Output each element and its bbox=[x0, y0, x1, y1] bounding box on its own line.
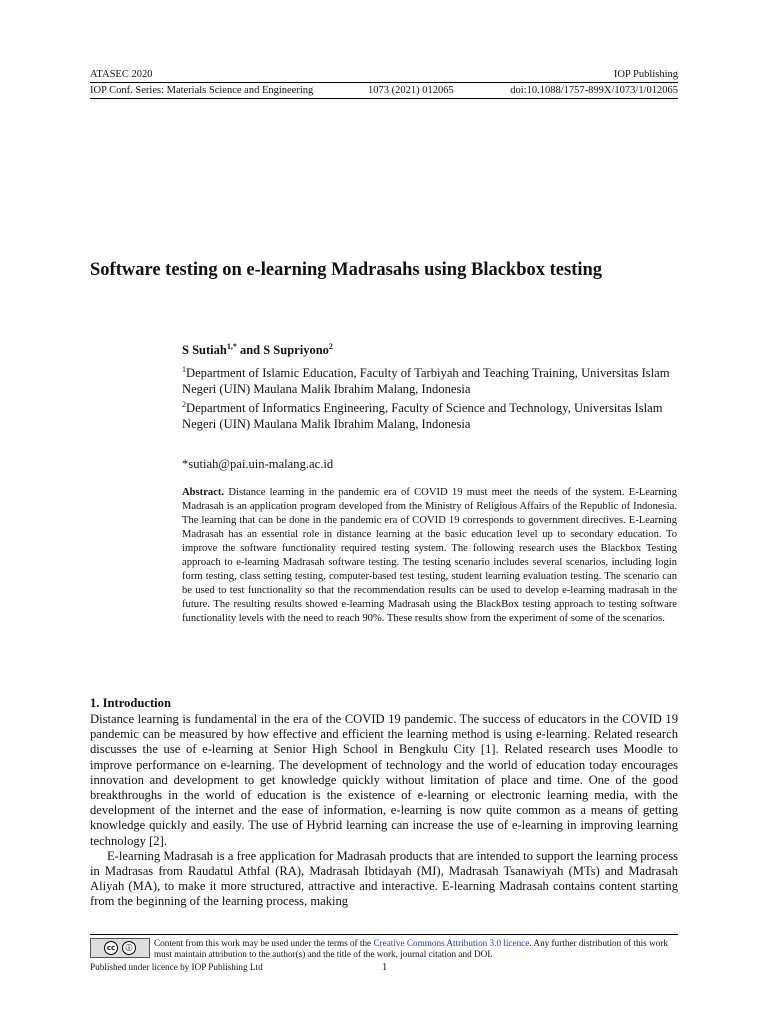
header-rule bbox=[90, 82, 678, 83]
affiliation-2-text: Department of Informatics Engineering, Faculty of Science and Technology, Universitas Islam Negeri (UIN) Maulana Malik Ibrahim Malang, Indonesia bbox=[182, 401, 663, 432]
doi: doi:10.1088/1757-899X/1073/1/012065 bbox=[510, 85, 678, 96]
affiliation-1-sup: 1 bbox=[182, 365, 186, 374]
affiliation-2-sup: 2 bbox=[182, 400, 186, 410]
author-and: and bbox=[236, 343, 264, 358]
author-1-sup: 1,* bbox=[226, 342, 237, 351]
publisher-name: IOP Publishing bbox=[613, 69, 678, 80]
abstract-text: Distance learning in the pandemic era of COVID 19 must meet the needs of the system. E-Learning Madrasah is an application program developed from the Ministry of Religious Affairs of the Republic of Indonesia. The learning that can be done in the pandemic era of COVID 19 corresponds to government directives. E-Learning Madrasah has an essential role in distance learning at the basic education level up to secondary education. To improve the software functionality required testing system. The following research uses the Blackbox Testing approach to e-learning Madrasah software testing. The testing scenario includes several scenarios, including login form testing, class setting testing, computer-based test testing, student learning evaluation testing. The scenario can be used to test functionality so that the recommendation results can be used to develop e-learning madrasah in the future. The resulting results showed e-learning Madrasah using the BlackBox testing approach to testing software functionality levels with the need to reach 90%. These results show from the experiment of some of the scenarios. bbox=[182, 487, 677, 624]
conference-name: ATASEC 2020 bbox=[90, 69, 153, 80]
footer-rule bbox=[90, 934, 678, 935]
license-statement bbox=[154, 938, 678, 960]
author-2: S Supriyono bbox=[263, 343, 329, 358]
license-text-pre: Content from this work may be used under the terms of the bbox=[154, 938, 374, 948]
section-heading-introduction: 1. Introduction bbox=[90, 696, 171, 710]
cc-by-license-badge[interactable] bbox=[90, 938, 150, 958]
paragraph-2: E-learning Madrasah is a free application for Madrasah products that are intended to support the learning process in Madrasas from Raudatul Athfal (RA), Madrasah Ibtidayah (MI), Madrasah Tsanawiyah (MTs) and Madrasah Aliyah (MA), to make it more structured, attractive and interactive. E-learning Madrasah contains content starting from the beginning of the learning process, making bbox=[90, 848, 678, 909]
journal-series: IOP Conf. Series: Materials Science and Engineering bbox=[90, 85, 314, 96]
affiliations bbox=[182, 362, 682, 432]
author-line bbox=[182, 342, 333, 358]
author-2-sup: 2 bbox=[328, 342, 333, 351]
affiliation-1-text: Department of Islamic Education, Faculty of Tarbiyah and Teaching Training, Universitas Islam Negeri (UIN) Maulana Malik Ibrahim Malang, Indonesia bbox=[182, 366, 670, 397]
attribution-icon: ⓘ bbox=[122, 941, 136, 955]
header-rule-bottom bbox=[90, 98, 678, 99]
abstract bbox=[182, 486, 677, 626]
author-1: S Sutiah bbox=[182, 343, 227, 358]
paragraph-1: Distance learning is fundamental in the era of the COVID 19 pandemic. The success of educators in the COVID 19 pandemic can be measured by how effective and efficient the learning method is using e-learning. Related research discusses the use of e-learning at Senior High School in Bengkulu City [1]. Related research uses Moodle to improve performance on e-learning. The development of technology and the world of education today encourages innovation and development to get knowledge quickly without limitation of place and time. One of the good breakthroughs in the world of education is the existence of e-learning or electronic learning media, with the development of the internet and the ease of information, e-learning is now quite common as a means of getting knowledge quickly and easily. The use of Hybrid learning can increase the use of e-learning in improving learning technology [2]. bbox=[90, 712, 678, 848]
license-link[interactable]: Creative Commons Attribution 3.0 licence bbox=[373, 938, 530, 948]
affiliation-2 bbox=[182, 397, 682, 432]
page-number: 1 bbox=[382, 962, 388, 973]
published-under-licence: Published under licence by IOP Publishing Ltd bbox=[90, 962, 263, 972]
volume-info: 1073 (2021) 012065 bbox=[368, 85, 454, 96]
introduction-body bbox=[90, 712, 678, 910]
abstract-label: Abstract. bbox=[182, 487, 225, 498]
license-text-post: . Any further distribution of this work must maintain attribution to the author(s) and the title of the work, journal citation and DOI. bbox=[154, 938, 668, 959]
corresponding-email[interactable]: *sutiah@pai.uin-malang.ac.id bbox=[182, 457, 334, 471]
paper-title: Software testing on e-learning Madrasahs using Blackbox testing bbox=[90, 260, 603, 280]
creative-commons-icon: cc bbox=[104, 941, 118, 955]
affiliation-1 bbox=[182, 362, 682, 397]
